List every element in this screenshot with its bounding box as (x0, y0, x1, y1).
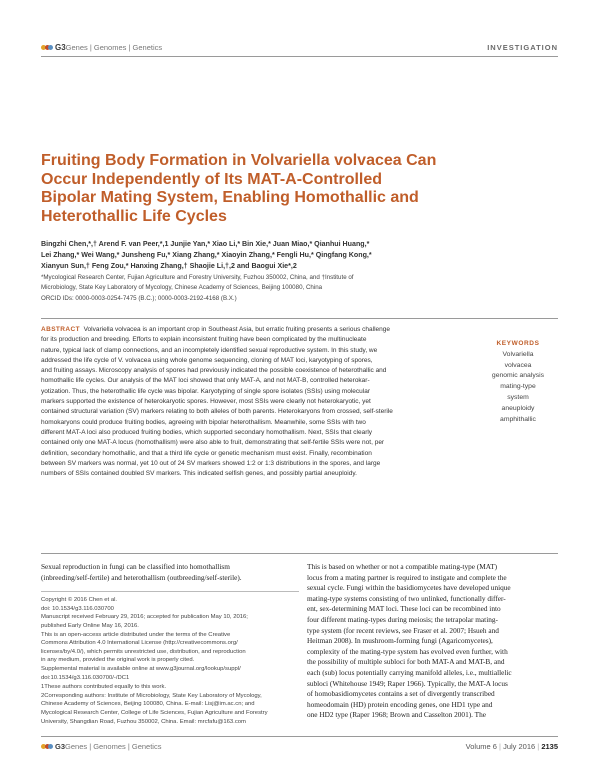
intro-line: (inbreeding/self-fertile) and heterothallism (outbreeding/self-sterile). (41, 572, 242, 582)
body-line: type system (for recent reviews, see Fraser et al. 2007; Hsueh and (307, 625, 499, 635)
abstract-bottom-rule (41, 553, 558, 554)
abstract-line: nature, typical lack of clamp connections, and an incompletely identified sexual reproductive system. In this study, we (41, 346, 378, 354)
correspondence (41, 683, 299, 726)
keyword: mating-type (500, 383, 536, 391)
section-label: INVESTIGATION (487, 43, 558, 52)
journal-subtitle: Genes | Genomes | Genetics (65, 43, 163, 52)
corr-line: 2Corresponding authors: Institute of Microbiology, State Key Laboratory of Mycology, (41, 692, 262, 699)
corr-line: Mycological Research Center, College of Life Sciences, Fujian Agriculture and Forestry (41, 709, 268, 716)
corr-line: University, Shangdian Road, Fuzhou 350002, China. Email: mrcfafu@163.com (41, 718, 246, 725)
orcid-line: ORCID IDs: 0000-0003-0254-7475 (B.C.); 0000-0003-2192-4168 (B.X.) (41, 294, 237, 302)
footer-page-number: 2135 (541, 742, 558, 751)
meta-line: licenses/by/4.0/), which permits unrestricted use, distribution, and reproduction (41, 648, 246, 655)
body-line: Heitman 2008). In mushroom-forming fungi (Agaricomycetes), (307, 636, 493, 646)
meta-line: in any medium, provided the original work is properly cited. (41, 657, 195, 664)
abstract-line: definition, secondary homothallic, and that a third life cycle or genetic mechanism must exist. Finally, recombination (41, 449, 372, 457)
keyword: genomic analysis (491, 372, 545, 380)
intro-line: Sexual reproduction in fungi can be classified into homothallism (41, 562, 230, 571)
abstract-line: and fruiting assays. Microscopy analysis of spores had previously indicated the possible coexistence of heterothallic and (41, 367, 387, 375)
meta-line: Manuscript received February 29, 2016; accepted for publication May 10, 2016; (41, 614, 248, 621)
abstract-line: for its production and breeding. Efforts to explain inconsistent fruiting have been complicated by the multinucleate (41, 336, 367, 344)
abstract-line-0 (41, 325, 465, 335)
keyword: system (507, 393, 529, 401)
author-line: Bingzhi Chen,*,† Arend F. van Peer,*,1 Junjie Yan,* Xiao Li,* Bin Xie,* Juan Miao,* Qianhui Huang,* (41, 240, 370, 248)
title-line: Bipolar Mating System, Enabling Homothallic and (41, 189, 419, 206)
article-title (41, 152, 481, 226)
journal-name: G3 (55, 43, 66, 52)
body-line: the possibility of multiple subloci for both MAT-A and MAT-B, and (307, 657, 505, 667)
abstract-line: homothallic life cycles. Our analysis of the MAT loci showed that only MAT-A, and not MAT-B, controlled heterokar- (41, 377, 370, 385)
footer-volume-info: Volume 6 | July 2016 | 2135 (465, 742, 558, 751)
article-meta (41, 596, 299, 682)
body-column (307, 562, 559, 721)
footer-journal-logo (41, 742, 161, 751)
abstract-line: contained only one MAT-A locus (homothallism) were also able to fruit, demonstrating that self-fertile SSIs were not, per (41, 439, 385, 447)
affiliation-line: Microbiology, State Key Laboratory of Mycology, Chinese Academy of Sciences, Beijing 100080, China (41, 284, 323, 292)
affiliation-line: *Mycological Research Center, Fujian Agriculture and Forestry University, Fuzhou 350002, China, and †Institute of (41, 274, 354, 281)
author-list (41, 239, 561, 273)
body-line: homeodomain (HD) protein encoding genes, one HD1 type and (307, 699, 493, 709)
body-line: This is based on whether or not a compatible mating-type (MAT) (307, 562, 498, 571)
title-line: Fruiting Body Formation in Volvariella volvacea Can (41, 152, 437, 169)
corr-line: 1These authors contributed equally to this work. (41, 684, 167, 691)
keyword: amphithallic (500, 415, 536, 423)
meta-line: published Early Online May 16, 2016. (41, 622, 139, 629)
g3-logo-icon (41, 743, 53, 750)
abstract (41, 325, 465, 545)
author-line: Xianyun Sun,† Feng Zou,* Hanxing Zhang,† Shaojie Li,†,2 and Baogui Xie*,2 (41, 262, 297, 271)
meta-line: doi: 10.1534/g3.116.030700 (41, 605, 114, 612)
abstract-line: addressed the life cycle of V. volvacea using whole genome sequencing, cloning of MAT loci, karyotyping of spores, (41, 356, 373, 364)
footer-journal-name: G3 (55, 742, 66, 751)
abstract-top-rule (41, 318, 558, 319)
abstract-line: contained structural variation (SV) markers relating to both alleles of both parents. Heterokaryons from crossed, self-sterile (41, 408, 393, 416)
meta-line: Supplemental material is available online at www.g3journal.org/lookup/suppl/ (41, 665, 241, 672)
footnote-rule (41, 591, 299, 592)
abstract-line: between SV markers was normal, yet 10 out of 24 SV markers showed 1:2 or 1:3 distributions in the spores, and large (41, 459, 381, 467)
abstract-line: yotization. Thus, the heterothallic life cycle was bipolar. Karyotyping of single spore isolates (SSIs) using molecular (41, 387, 371, 395)
abstract-line: numbers of SSIs contained doubled SV markers. This indicated selfish genes, and possibly partial aneuploidy. (41, 470, 357, 478)
body-line: one HD2 type (Raper 1968; Brown and Casselton 2001). The (307, 710, 487, 720)
author-line: Lei Zhang,* Wei Wang,* Junsheng Fu,* Xiang Zhang,* Xiaoyin Zhang,* Fengli Hu,* Qingfang Kong,* (41, 251, 372, 260)
meta-line: Copyright © 2016 Chen et al. (41, 597, 118, 604)
meta-line: This is an open-access article distributed under the terms of the Creative (41, 631, 231, 638)
abstract-line: markers supported the existence of heterokaryotic spores. However, most SSIs were clearly not heterokaryotic, yet (41, 398, 371, 406)
body-line: each (sub) locus potentially carrying manifold alleles, i.e., multiallelic (307, 667, 512, 677)
footer-issue: July 2016 (503, 742, 536, 751)
body-line: ent, sex-determining MAT loci. These loci can be recombined into (307, 604, 501, 614)
body-line: locus from a mating partner is required to instigate and complete the (307, 572, 507, 582)
title-line: Heterothallic Life Cycles (41, 207, 227, 225)
title-line: Occur Independently of Its MAT-A-Controlled (41, 170, 383, 188)
abstract-line: different MAT-A loci also produced fruiting bodies, which supported secondary homothallism. Next, SSIs that clearly (41, 428, 373, 436)
keywords-box (478, 339, 558, 425)
body-line: four different mating-types during meiosis; the tetrapolar mating- (307, 614, 498, 624)
journal-logo (41, 43, 162, 52)
intro-paragraph (41, 562, 299, 583)
affiliations (41, 273, 561, 304)
body-line: of homobasidiomycetes contains a set of divergently transcribed (307, 689, 495, 699)
footer-rule (41, 736, 558, 737)
keyword: volvacea (504, 361, 532, 369)
body-line: sexual cycle. Fungi within the basidiomycetes have developed unique (307, 583, 511, 593)
footer-volume: Volume 6 (465, 742, 497, 751)
body-line: complexity of the mating-type system has evolved even further, with (307, 646, 508, 656)
meta-line: Commons Attribution 4.0 International License (http://creativecommons.org/ (41, 640, 238, 647)
footer-journal-subtitle: Genes | Genomes | Genetics (65, 742, 162, 751)
corr-line: Chinese Academy of Sciences, Beijing 100080, China. E-mail: Lisj@im.ac.cn; and (41, 701, 255, 708)
body-line: mating-type systems consisting of two unlinked, functionally differ- (307, 593, 506, 603)
g3-logo-icon (41, 44, 53, 51)
abstract-line: homokaryons could produce fruiting bodies, agreeing with bipolar heterothallism. Meanwhile, some SSIs with two (41, 418, 366, 426)
meta-line: doi:10.1534/g3.116.030700/-/DC1 (41, 674, 130, 681)
left-column (41, 562, 299, 726)
header-rule (41, 56, 558, 57)
abstract-heading: ABSTRACT (41, 326, 80, 333)
keywords-heading: KEYWORDS (496, 340, 540, 347)
keyword: aneuploidy (501, 404, 535, 412)
keyword: Volvariella (502, 350, 534, 358)
abstract-text: Volvariella volvacea is an important crop in Southeast Asia, but erratic fruiting presents a serious challenge (83, 326, 390, 333)
body-line: subloci (Whitehouse 1949; Raper 1966). Typically, the MAT-A locus (307, 678, 508, 688)
